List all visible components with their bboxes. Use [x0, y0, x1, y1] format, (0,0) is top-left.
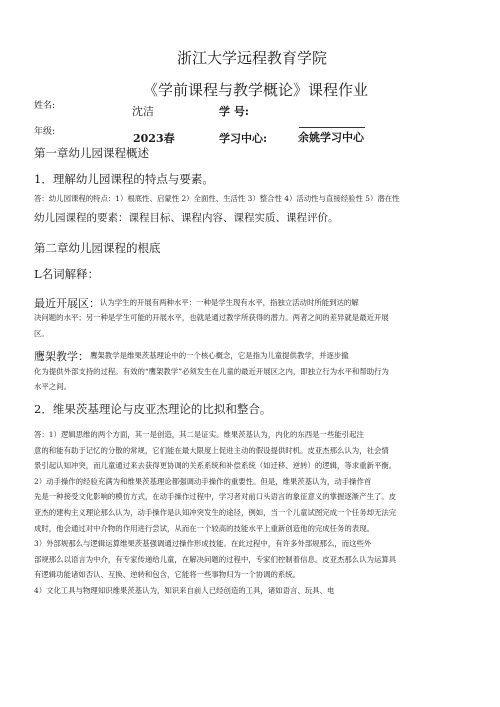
- question-1: 1．理解幼儿园课程的特点与要素。: [34, 172, 214, 186]
- scaffolding-term: 鹰架教学：: [34, 350, 89, 363]
- question-2: 2．维果茨基理论与皮亚杰理论的比拟和整合。: [34, 402, 272, 416]
- answer-2-line: 答：1）逻辑思维的两个方面，其一是创造，其二是证实。维果茨基认为，内化的东西是一些能引起注: [34, 430, 364, 439]
- answer-2-line: 意的和能有助于记忆的分散的常规，它们能在最大限度上促进主动的假设提供时机。皮亚杰那么认为，社会情: [34, 445, 389, 455]
- answer-2-line: 有逻辑功能诸如否认、互换、逆转和包含，它能将一些事物归为一个协调的系统。: [34, 570, 301, 580]
- student-id-label: 学 号:: [219, 105, 249, 118]
- answer-2-line: 成时，他会通过对中介物的作用进行尝试，从而在一个较高的技能水平上重新创造他的完成任务的表现。: [34, 523, 374, 533]
- grade-label: 年级:: [34, 127, 56, 137]
- scaffolding-definition-line1: 鹰架教学是维果茨基理论中的一个核心概念，它是指为儿童提供教学，并逐步撤: [90, 351, 349, 360]
- answer-2-line: 先是一种接受文化影响的模仿方式，在动手操作过程中，学习者对前口头语言的象征意义的掌握逐渐产生了。皮: [34, 492, 397, 502]
- term-explanation-heading: L名词解释：: [34, 267, 100, 281]
- study-center-label: 学习中心:: [219, 132, 268, 145]
- chapter1-heading: 第一章幼儿园课程概述: [34, 146, 149, 160]
- grade-value: 2023春: [133, 132, 175, 145]
- answer-2-line: 部规那么以语言为中介，有专家传递给儿童，在解决问题的过程中，专家们控制着信息。皮亚杰那么认为运算具: [34, 554, 397, 564]
- scaffolding-definition-line2: 化为提供外部支持的过程。有效的“鹰架教学”必须发生在儿童的最近开展区之内，即独立行为水平和帮助行为: [34, 367, 389, 376]
- study-center-underline: [299, 127, 365, 128]
- scaffolding-definition-line3: 水平之间。: [34, 382, 71, 391]
- chapter2-heading: 第二章幼儿园课程的根底: [34, 241, 161, 255]
- answer-2-line: 3）外部规那么与逻辑运算维果茨基强调通过操作形成技能。在此过程中，有许多外部规那么，而这些外: [34, 539, 372, 549]
- answer-2-line: 景引起认知冲突，而儿童通过来去获得更协调的关系系统和补偿系统（如迁移、逆转）的逻辑，等求重新平衡。: [34, 461, 397, 471]
- title-institution: 浙江大学远程教育学院: [177, 49, 328, 67]
- zpd-definition-line2: 决问题的水平；另一种是学生可能的开展水平，也就是通过教学所获得的潜力。两者之间的差异就是最近开展: [34, 313, 389, 322]
- answer-1-elements: 幼儿园课程的要素：课程目标、课程内容、课程实质、课程评价。: [34, 212, 339, 224]
- zpd-term: 最近开展区：: [34, 297, 100, 310]
- answer-2-line: 2）动手操作的经验充满为和维果茨基理论都强调动手操作的重要性。但是，维果茨基认为，动手操作首: [34, 476, 372, 486]
- answer-2-body: [34, 427, 466, 599]
- name-value: 沈洁: [132, 105, 154, 118]
- title-assignment: 《学前课程与教学概论》课程作业: [143, 81, 369, 99]
- answer-2-line: 4）文化工具与物理知识维果茨基认为，知识来自前人已经创造的工具，诸如语言、玩具、电: [34, 585, 335, 595]
- answer-1-features: 答：幼儿园课程的特点：1）根底性、启蒙性 2）全面性、生活性 3）整合性 4）活动性与直接经验性 5）潜在性: [34, 194, 400, 203]
- study-center-value: 余姚学习中心: [298, 131, 364, 144]
- zpd-definition-line3: 区。: [34, 329, 49, 338]
- name-label: 姓名:: [34, 101, 56, 111]
- zpd-definition-line1: 认为学生的开展有两种水平：一种是学生现有水平，指独立活动时所能到达的解: [100, 298, 359, 307]
- answer-2-line: 亚杰的建构主义理论那么认为，动手操作是认知冲突发生的途径，例如，当一个儿童试图完成一个任务却无法完: [34, 507, 397, 517]
